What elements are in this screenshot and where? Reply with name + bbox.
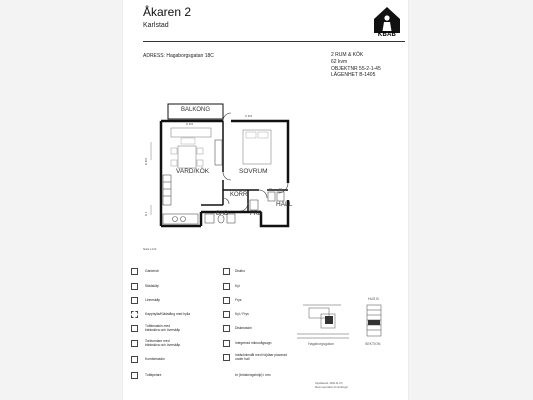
- site-keymap: [293, 300, 353, 345]
- logo-text: KBAB: [377, 32, 397, 38]
- sill-height-icon: [223, 372, 228, 377]
- legend-item: Kombimaskin: [145, 357, 165, 361]
- object-number: OBJEKTNR 55-2-1-45: [331, 65, 381, 72]
- floor-plan: [123, 0, 408, 260]
- building-section: [365, 303, 383, 338]
- keymap-street: Hagaborgsgatan: [308, 342, 334, 346]
- legend-item: Linneskåp: [145, 298, 161, 302]
- legend-item: Tvättmaskin med bänkskiva och överskåp: [145, 324, 181, 332]
- laundry-tower-icon: [131, 372, 138, 379]
- dimension-label: br 800: [145, 157, 148, 165]
- keymap-section: SEKTION: [365, 342, 381, 346]
- legend-item: Inbäckninstål med höjdbar placerad under hall: [235, 353, 288, 361]
- keymap-house: HUS B: [368, 297, 379, 301]
- legend-item: Städskåp: [145, 284, 159, 288]
- legend-item: br (bröstningshöjd) i mm: [235, 373, 271, 377]
- rooms: 2 RUM & KÖK: [331, 52, 364, 58]
- legend-item: Diskho: [235, 269, 246, 273]
- property-title: Åkaren 2: [143, 5, 192, 19]
- floor-plan-sheet: [123, 0, 408, 400]
- microwave-icon: [223, 340, 230, 347]
- small-label-st: ST: [279, 188, 283, 191]
- room-label-korr: KORR: [230, 192, 248, 198]
- washer-icon: [131, 325, 138, 332]
- city-name: Karlstad: [143, 22, 169, 29]
- linen-closet-icon: [131, 297, 138, 304]
- legend-item: Frys: [235, 298, 242, 302]
- oven-icon: [223, 354, 230, 361]
- legend-item: Integrerad mikrovågsugn: [235, 341, 272, 345]
- room-label-vardkok: VARD/KÖK: [176, 168, 210, 175]
- coat-rack-icon: [131, 311, 138, 318]
- area: 62 kvm: [331, 58, 348, 65]
- combi-machine-icon: [131, 356, 138, 363]
- footer-updated: Uppdaterad: 2020-11-XX: [315, 382, 343, 385]
- dryer-icon: [131, 340, 138, 347]
- address: ADRESS: Hagaborgsgatan 18C: [143, 53, 214, 59]
- small-label-sk: SK: [269, 188, 273, 191]
- dishwasher-icon: [223, 325, 230, 332]
- room-label-bad: BAD: [216, 211, 229, 217]
- closet-icon: [131, 268, 138, 275]
- legend-item: Kyl: [235, 284, 240, 288]
- legend-item: Kyl / Frys: [235, 312, 249, 316]
- freezer-icon: [223, 297, 230, 304]
- room-label-frd: FRD: [250, 211, 263, 217]
- legend-item: Diskmaskin: [235, 326, 252, 330]
- room-label-hall: HALL: [276, 201, 293, 208]
- room-label-sovrum: SOVRUM: [239, 168, 268, 175]
- apartment-number: LÄGENHET B-1405: [331, 72, 376, 79]
- scale-label: Skala 1:100: [143, 248, 157, 251]
- legend-item: Garderob: [145, 269, 159, 273]
- fridge-icon: [223, 283, 230, 290]
- legend-item: Torktumlare med bänkskiva och överskåp: [145, 339, 181, 347]
- room-label-balkong: BALKONG: [181, 107, 211, 113]
- dimension-label: br 0: [145, 211, 148, 216]
- dimension-label: br 800: [245, 115, 253, 118]
- cleaning-closet-icon: [131, 283, 138, 290]
- legend-item: Kapphylla/Klädstång med hylla: [145, 312, 191, 316]
- legend-item: Tvättpelare: [145, 373, 162, 377]
- footer-reservation: Med reservation för ändringar: [315, 386, 348, 389]
- dimension-label: br 600: [186, 123, 194, 126]
- fridge-freezer-icon: [223, 311, 230, 318]
- sink-icon: [223, 268, 230, 275]
